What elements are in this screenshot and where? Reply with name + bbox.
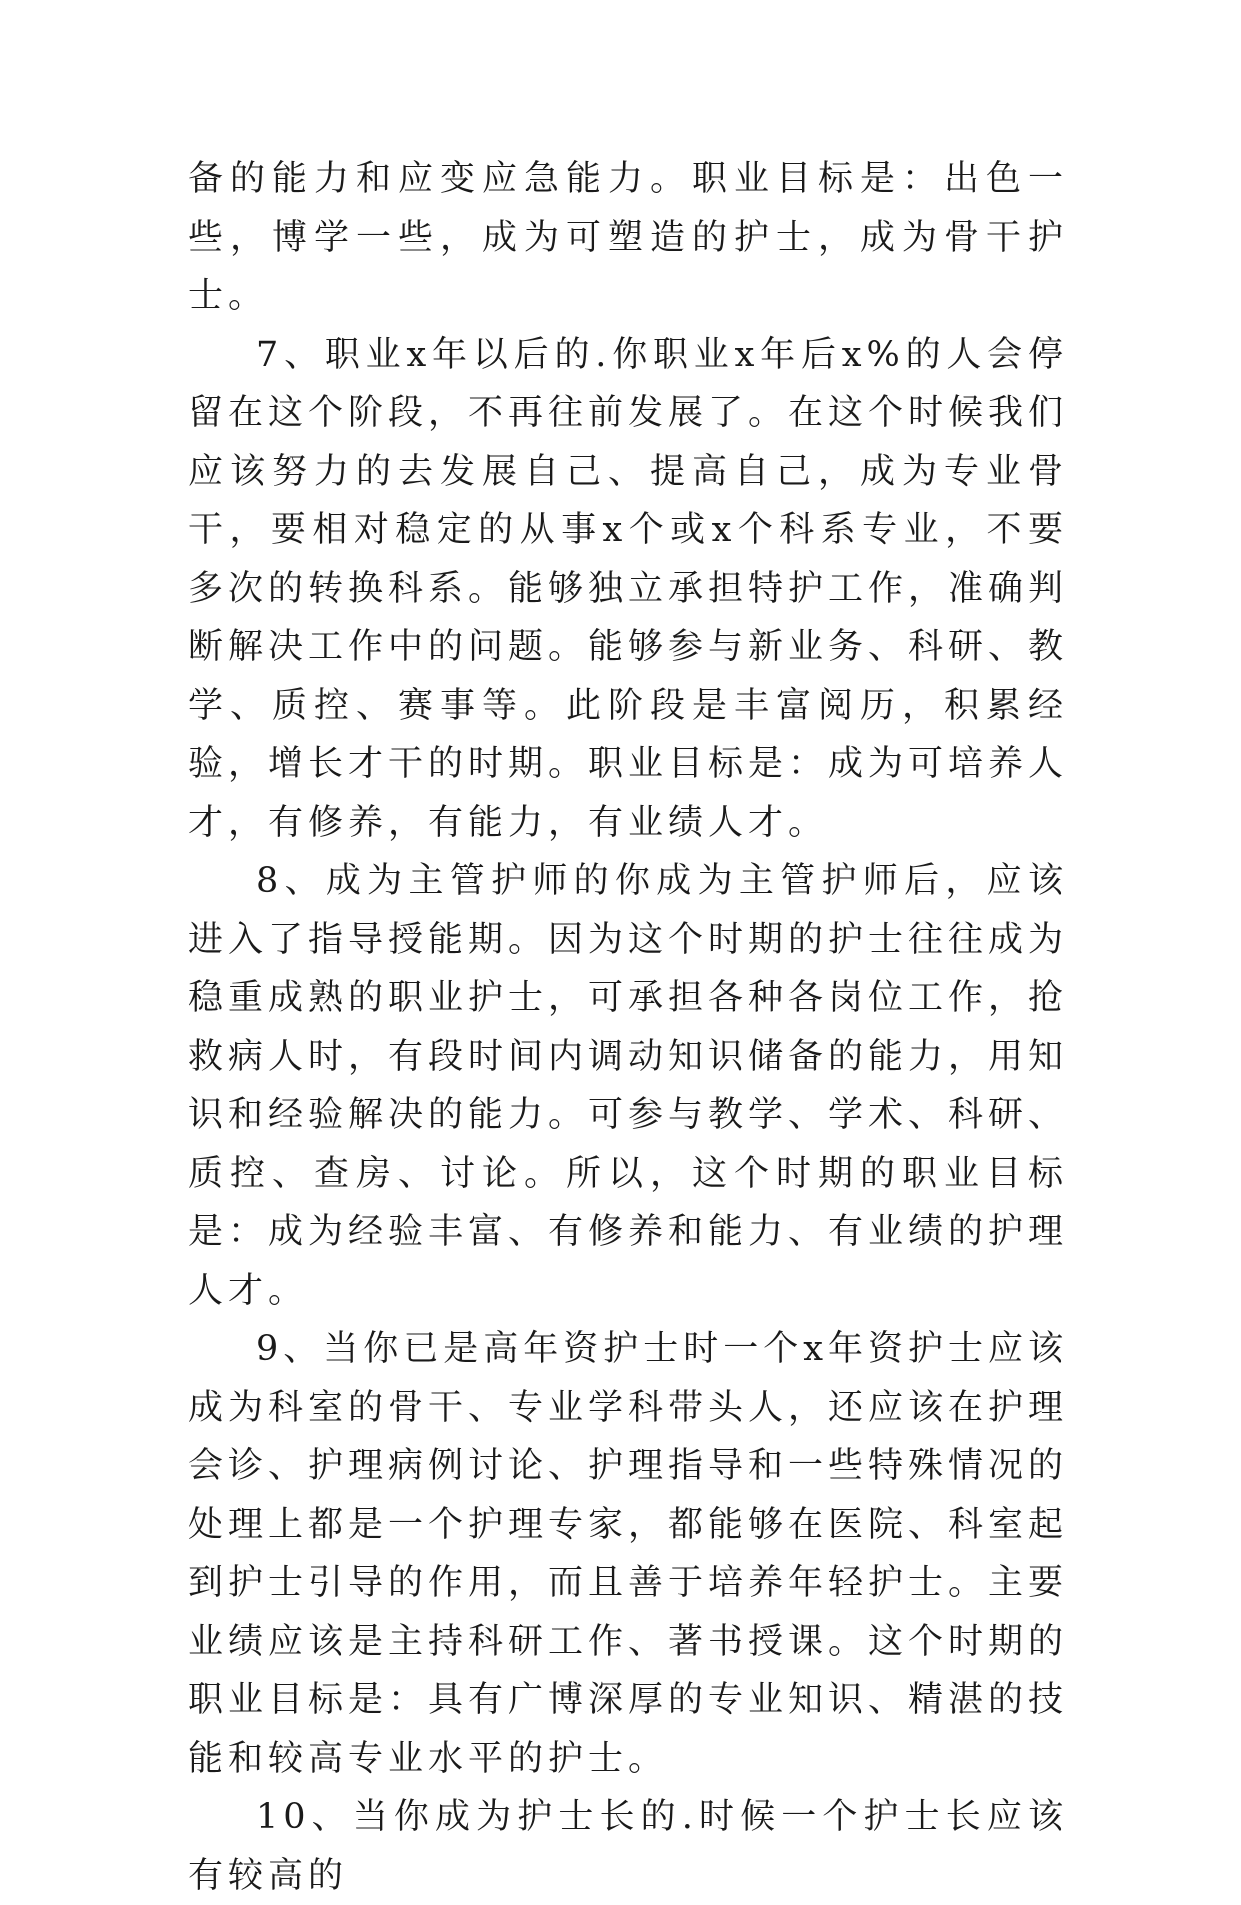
document-body: [188, 150, 1068, 1905]
paragraph-10: 10、当你成为护士长的.时候一个护士长应该有较高的: [188, 1797, 1068, 1896]
paragraph-7: 7、职业x年以后的.你职业x年后x%的人会停留在这个阶段，不再往前发展了。在这个时候我们应该努力的去发展自己、提高自己，成为专业骨干，要相对稳定的从事x个或x个科系专业，不要多次的转换科系。能够独立承担特护工作，准确判断解决工作中的问题。能够参与新业务、科研、教学、质控、赛事等。此阶段是丰富阅历，积累经验，增长才干的时期。职业目标是：成为可培养人才，有修养，有能力，有业绩人才。: [188, 334, 1069, 843]
paragraph-1: 备的能力和应变应急能力。职业目标是：出色一些，博学一些，成为可塑造的护士，成为骨干护士。: [188, 159, 1068, 316]
paragraph-9: 9、当你已是高年资护士时一个x年资护士应该成为科室的骨干、专业学科带头人，还应该在护理会诊、护理病例讨论、护理指导和一些特殊情况的处理上都是一个护理专家，都能够在医院、科室起到护士引导的作用，而且善于培养年轻护士。主要业绩应该是主持科研工作、著书授课。这个时期的职业目标是：具有广博深厚的专业知识、精湛的技能和较高专业水平的护士。: [188, 1329, 1069, 1779]
paragraph-8: 8、成为主管护师的你成为主管护师后，应该进入了指导授能期。因为这个时期的护士往往成为稳重成熟的职业护士，可承担各种各岗位工作，抢救病人时，有段时间内调动知识储备的能力，用知识和经验解决的能力。可参与教学、学术、科研、质控、查房、讨论。所以，这个时期的职业目标是：成为经验丰富、有修养和能力、有业绩的护理人才。: [188, 861, 1069, 1311]
